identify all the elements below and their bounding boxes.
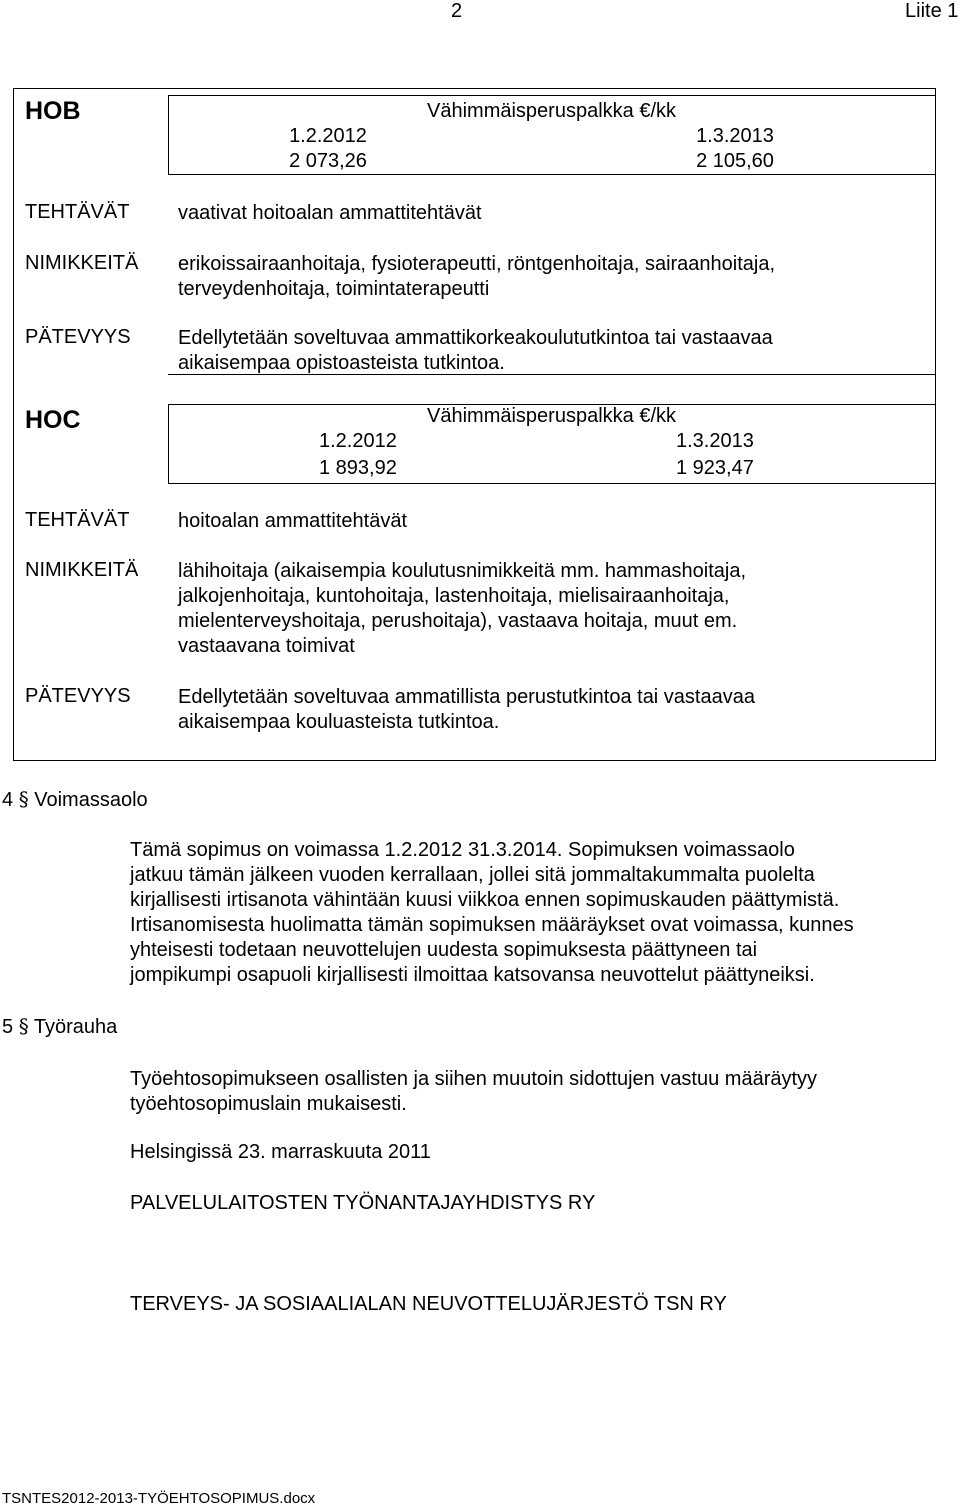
hoc-titles-text: lähihoitaja (aikaisempia koulutusnimikkeitä mm. hammashoitaja, jalkojenhoitaja, kuntohoitaja, lastenhoitaja, mielisairaanhoitaja, mielenterveyshoitaja, perushoitaja), vastaava hoitaja, muut em. vastaavana toimivat [178,560,747,657]
signatory-union: TERVEYS- JA SOSIAALIALAN NEUVOTTELUJÄRJESTÖ TSN RY [130,1293,727,1315]
hob-title: HOB [25,97,81,125]
hoc-competence-label: PÄTEVYYS [25,685,131,707]
signatory-employer: PALVELULAITOSTEN TYÖNANTAJAYHDISTYS RY [130,1192,596,1214]
section-4-heading: 4 § Voimassaolo [2,787,148,811]
section-sign-icon: § [18,1014,29,1038]
hob-competence-text: Edellytetään soveltuvaa ammattikorkeakoulututkintoa tai vastaavaa aikaisempaa opistoasteista tutkintoa. [178,327,773,374]
hob-amount-2: 2 105,60 [696,150,774,172]
hoc-competence-text: Edellytetään soveltuvaa ammatillista perustutkintoa tai vastaavaa aikaisempaa kouluasteista tutkintoa. [178,686,755,733]
section-5-heading: 5 § Työrauha [2,1014,118,1038]
hob-salary-title: Vähimmäisperuspalkka €/kk [427,100,676,122]
section-sign-icon: § [18,787,29,811]
hob-date-1: 1.2.2012 [289,125,367,147]
hoc-tasks-label: TEHTÄVÄT [25,509,130,531]
footer-filename: TSNTES2012-2013-TYÖEHTOSOPIMUS.docx [2,1490,316,1507]
hob-amount-1: 2 073,26 [289,150,367,172]
hoc-titles-label: NIMIKKEITÄ [25,559,139,581]
hoc-amount-1: 1 893,92 [319,457,397,479]
hoc-date-1: 1.2.2012 [319,430,397,452]
hoc-title: HOC [25,406,81,434]
hoc-tasks-text: hoitoalan ammattitehtävät [178,510,408,532]
hoc-salary-title: Vähimmäisperuspalkka €/kk [427,405,676,427]
place-date: Helsingissä 23. marraskuuta 2011 [130,1141,431,1163]
section-4-body: Tämä sopimus on voimassa 1.2.2012 31.3.2014. Sopimuksen voimassaolo jatkuu tämän jälkeen vuoden kerrallaan, jollei sitä jommaltakummalta puolelta kirjallisesti irtisanota vähintään kuusi viikkoa ennen sopimuskauden päättymistä. Irtisanomisesta huolimatta tämän sopimuksen määräykset ovat voimassa, kunnes yhteisesti todetaan neuvottelujen uudesta sopimuksesta päättyneen tai jompikumpi osapuoli kirjallisesti ilmoittaa katsovansa neuvottelut päättyneiksi. [130,839,854,986]
hob-titles-label: NIMIKKEITÄ [25,252,139,274]
hoc-amount-2: 1 923,47 [676,457,754,479]
hob-tasks-label: TEHTÄVÄT [25,201,130,223]
hob-tasks-text: vaativat hoitoalan ammattitehtävät [178,202,482,224]
hob-titles-text: erikoissairaanhoitaja, fysioterapeutti, röntgenhoitaja, sairaanhoitaja, terveydenhoitaja, toimintaterapeutti [178,253,776,300]
annex-label: Liite 1 [905,0,959,22]
section-5-body: Työehtosopimukseen osallisten ja siihen muutoin sidottujen vastuu määräytyy työehtosopimuslain mukaisesti. [130,1068,818,1115]
hoc-date-2: 1.3.2013 [676,430,754,452]
page-number: 2 [451,0,463,22]
hob-competence-label: PÄTEVYYS [25,326,131,348]
hob-date-2: 1.3.2013 [696,125,774,147]
